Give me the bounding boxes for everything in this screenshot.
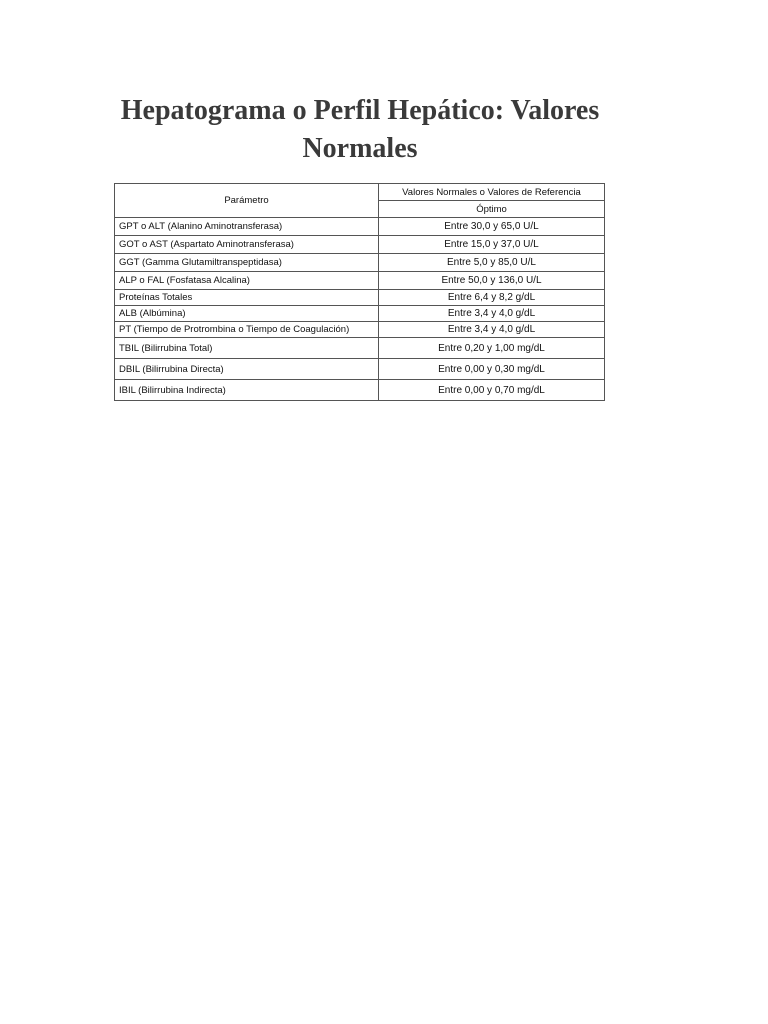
parameter-cell: TBIL (Bilirrubina Total) <box>115 338 379 359</box>
value-cell: Entre 5,0 y 85,0 U/L <box>379 254 605 272</box>
header-valores: Valores Normales o Valores de Referencia <box>379 184 605 201</box>
value-cell: Entre 0,20 y 1,00 mg/dL <box>379 338 605 359</box>
value-cell: Entre 30,0 y 65,0 U/L <box>379 218 605 236</box>
value-cell: Entre 15,0 y 37,0 U/L <box>379 236 605 254</box>
value-cell: Entre 6,4 y 8,2 g/dL <box>379 290 605 306</box>
title-line-1: Hepatograma o Perfil Hepático: Valores <box>120 95 600 126</box>
value-cell: Entre 0,00 y 0,70 mg/dL <box>379 380 605 401</box>
value-cell: Entre 3,4 y 4,0 g/dL <box>379 322 605 338</box>
parameter-cell: PT (Tiempo de Protrombina o Tiempo de Coagulación) <box>115 322 379 338</box>
table-row <box>115 254 605 272</box>
parameter-cell: Proteínas Totales <box>115 290 379 306</box>
parameter-cell: DBIL (Bilirrubina Directa) <box>115 359 379 380</box>
table-row <box>115 322 605 338</box>
table-row <box>115 359 605 380</box>
table-row <box>115 236 605 254</box>
header-optimo: Óptimo <box>379 201 605 218</box>
parameter-cell: GOT o AST (Aspartato Aminotransferasa) <box>115 236 379 254</box>
title-line-2: Normales <box>302 133 418 164</box>
value-cell: Entre 3,4 y 4,0 g/dL <box>379 306 605 322</box>
parameter-cell: ALP o FAL (Fosfatasa Alcalina) <box>115 272 379 290</box>
header-parametro: Parámetro <box>115 184 379 218</box>
document-title <box>100 92 620 168</box>
reference-values-table <box>114 183 605 401</box>
table-row <box>115 290 605 306</box>
parameter-cell: GGT (Gamma Glutamiltranspeptidasa) <box>115 254 379 272</box>
table-row <box>115 338 605 359</box>
parameter-cell: GPT o ALT (Alanino Aminotransferasa) <box>115 218 379 236</box>
value-cell: Entre 50,0 y 136,0 U/L <box>379 272 605 290</box>
value-cell: Entre 0,00 y 0,30 mg/dL <box>379 359 605 380</box>
table-row <box>115 380 605 401</box>
table-row <box>115 218 605 236</box>
table-row <box>115 306 605 322</box>
table-row <box>115 272 605 290</box>
parameter-cell: IBIL (Bilirrubina Indirecta) <box>115 380 379 401</box>
parameter-cell: ALB (Albúmina) <box>115 306 379 322</box>
